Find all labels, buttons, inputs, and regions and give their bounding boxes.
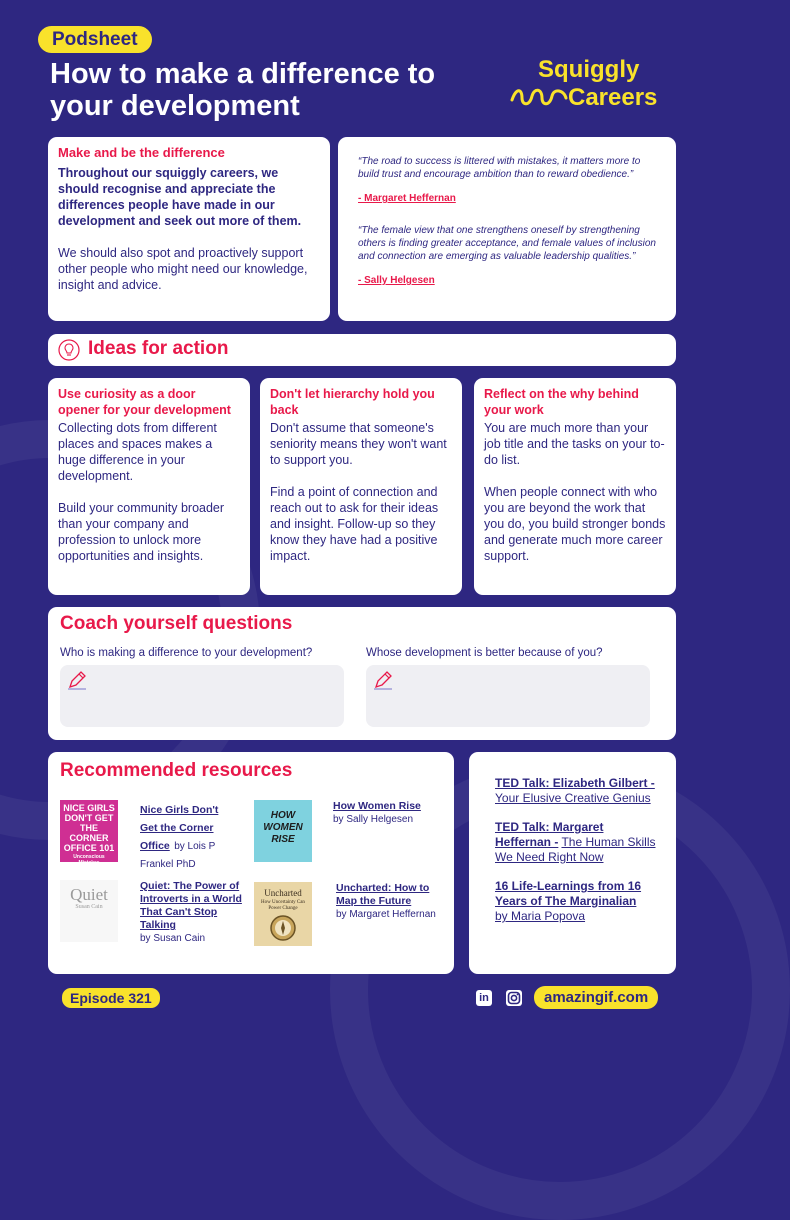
linkedin-icon[interactable]: in <box>476 990 492 1006</box>
book-item[interactable] <box>140 880 248 945</box>
talk-item[interactable] <box>495 820 662 865</box>
episode-badge: Episode 321 <box>62 988 160 1008</box>
ideas-heading: Ideas for action <box>88 338 229 359</box>
talk-subtitle-link[interactable]: Your Elusive Creative Genius <box>495 791 651 805</box>
book-author: by Lois P Frankel PhD <box>140 841 216 870</box>
book-item[interactable] <box>333 800 429 826</box>
intro-card <box>48 137 330 321</box>
intro-heading: Make and be the difference <box>58 145 225 160</box>
pencil-icon <box>66 669 88 691</box>
book-cover: HOW WOMEN RISE <box>254 800 312 862</box>
talk-subtitle-link[interactable]: by Maria Popova <box>495 909 586 923</box>
book-title-link[interactable]: Nice Girls Don't Get the Corner Office <box>140 804 219 852</box>
quote-author: - Sally Helgesen <box>358 275 435 286</box>
book-author: by Susan Cain <box>140 933 206 944</box>
book-title-link[interactable]: How Women Rise <box>333 800 421 812</box>
talks-card <box>469 752 676 974</box>
book-item[interactable] <box>336 882 436 921</box>
answer-box[interactable] <box>366 665 650 727</box>
talk-item[interactable]: TED Talk: Elizabeth Gilbert - Your Elusive Creative Genius <box>495 776 655 805</box>
pencil-icon <box>372 669 394 691</box>
talk-subtitle-link[interactable]: The Human Skills We Need Right Now <box>495 835 656 864</box>
idea-text: You are much more than your job title and the tasks on your to-do list. <box>484 421 665 467</box>
resources-heading: Recommended resources <box>60 760 293 781</box>
quote-text: “The female view that one strengthens oneself by strengthening others is finding greater acceptance, and female values of inclusion and connection are emerging as valuable leadership qualities.” <box>358 225 656 262</box>
book-cover: NICE GIRLS DON'T GET THE CORNER OFFICE 101 Unconscious Mistakes <box>60 800 118 862</box>
compass-icon <box>269 914 297 942</box>
quotes-card <box>338 137 676 321</box>
book-cover: Uncharted How Uncertainty Can Power Change <box>254 882 312 946</box>
intro-body-text: We should also spot and proactively support other people who might need our knowledge, insight and advice. <box>58 246 308 292</box>
talk-title-link[interactable]: 16 Life-Learnings from 16 Years of The Marginalian <box>495 879 642 908</box>
book-title-link[interactable]: Uncharted: How to Map the Future <box>336 882 430 907</box>
idea-card <box>474 378 676 595</box>
talk-title-link[interactable]: TED Talk: Elizabeth Gilbert <box>495 776 648 790</box>
squiggly-careers-logo: Squiggly Careers <box>510 54 680 114</box>
idea-text: Don't assume that someone's seniority means they won't want to support you. <box>270 421 447 467</box>
coach-card <box>48 607 676 740</box>
book-author: by Margaret Heffernan <box>336 909 436 920</box>
book-title-link[interactable]: Quiet: The Power of Introverts in a World That Can't Stop Talking <box>140 880 242 931</box>
talk-item[interactable] <box>495 879 662 924</box>
instagram-icon[interactable] <box>506 990 522 1006</box>
website-link[interactable]: amazingif.com <box>534 986 658 1009</box>
podsheet-badge: Podsheet <box>38 26 152 53</box>
quote-text: “The road to success is littered with mistakes, it matters more to build trust and encourage ambition than to reward obedience.” <box>358 156 641 180</box>
idea-text: Build your community broader than your company and profession to unlock more opportunities and insights. <box>58 501 225 563</box>
ideas-heading-bar <box>48 334 676 366</box>
page-title: How to make a difference to your development <box>50 58 436 122</box>
squiggle-logo-icon <box>510 84 570 110</box>
coach-question: Whose development is better because of you? <box>366 647 603 659</box>
idea-card <box>48 378 250 595</box>
idea-title: Reflect on the why behind your work <box>484 387 639 417</box>
idea-title: Don't let hierarchy hold you back <box>270 387 435 417</box>
book-author: by Sally Helgesen <box>333 814 414 825</box>
idea-card <box>260 378 462 595</box>
coach-question: Who is making a difference to your development? <box>60 647 313 659</box>
lightbulb-icon <box>58 339 80 361</box>
idea-text: Collecting dots from different places and spaces makes a huge difference in your development. <box>58 421 217 483</box>
idea-title: Use curiosity as a door opener for your development <box>58 387 231 417</box>
idea-text: When people connect with who you are beyond the work that you do, you build stronger bonds and generate much more career support. <box>484 485 666 563</box>
intro-bold-text: Throughout our squiggly careers, we should recognise and appreciate the differences people have made in our development and seek out more of them. <box>58 166 302 228</box>
quote-author: - Margaret Heffernan <box>358 193 456 204</box>
book-cover: Quiet Susan Cain <box>60 880 118 942</box>
idea-text: Find a point of connection and reach out to ask for their ideas and insight. Follow-up so they know they have had a positive impact. <box>270 485 439 563</box>
book-item[interactable] <box>140 800 236 872</box>
talk-title-link[interactable]: TED Talk: Margaret Heffernan - <box>495 820 604 849</box>
resources-card <box>48 752 454 974</box>
answer-box[interactable] <box>60 665 344 727</box>
coach-heading: Coach yourself questions <box>60 613 293 634</box>
